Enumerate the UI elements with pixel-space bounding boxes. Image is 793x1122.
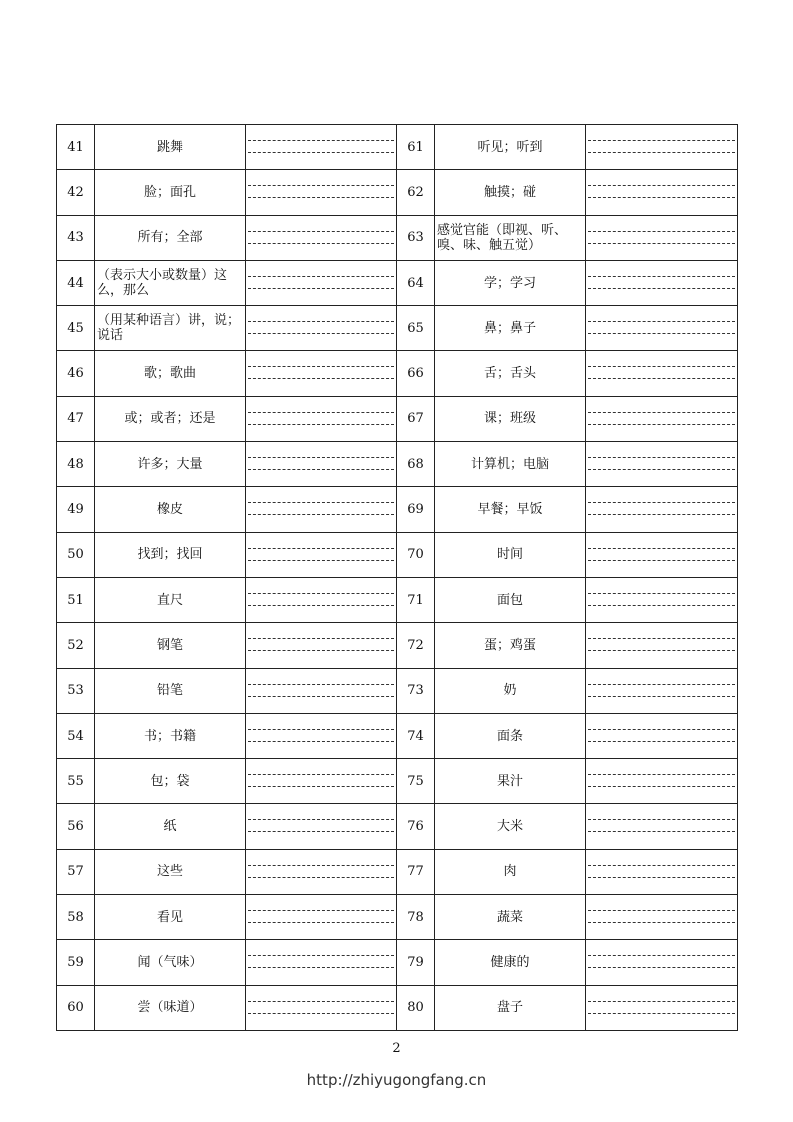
item-number: 73 [397, 668, 435, 713]
item-number: 77 [397, 849, 435, 894]
answer-line [248, 684, 394, 685]
answer-line [588, 185, 735, 186]
table-row [57, 351, 738, 396]
vocabulary-table-body [57, 125, 738, 1031]
item-number: 60 [57, 985, 95, 1030]
answer-line [248, 469, 394, 470]
table-row [57, 215, 738, 260]
answer-line [588, 321, 735, 322]
answer-blank[interactable] [246, 713, 397, 758]
answer-line [588, 650, 735, 651]
item-meaning: 这些 [95, 849, 246, 894]
item-number: 53 [57, 668, 95, 713]
answer-line [248, 696, 394, 697]
item-number: 55 [57, 759, 95, 804]
answer-blank[interactable] [586, 532, 738, 577]
answer-blank[interactable] [586, 170, 738, 215]
answer-line [588, 140, 735, 141]
table-row [57, 713, 738, 758]
answer-line [248, 650, 394, 651]
answer-line [588, 1001, 735, 1002]
answer-line [248, 955, 394, 956]
answer-blank[interactable] [246, 759, 397, 804]
item-meaning: 脸；面孔 [95, 170, 246, 215]
table-row [57, 125, 738, 170]
answer-line [588, 831, 735, 832]
answer-line [248, 412, 394, 413]
answer-blank[interactable] [246, 442, 397, 487]
answer-blank[interactable] [246, 895, 397, 940]
item-meaning: 蔬菜 [435, 895, 586, 940]
answer-blank[interactable] [246, 306, 397, 351]
table-row [57, 849, 738, 894]
item-number: 75 [397, 759, 435, 804]
answer-blank[interactable] [586, 895, 738, 940]
item-meaning: 肉 [435, 849, 586, 894]
answer-blank[interactable] [246, 623, 397, 668]
item-meaning: 蛋；鸡蛋 [435, 623, 586, 668]
item-meaning: 所有；全部 [95, 215, 246, 260]
answer-line [588, 514, 735, 515]
item-meaning: 尝（味道） [95, 985, 246, 1030]
answer-line [588, 729, 735, 730]
answer-blank[interactable] [246, 577, 397, 622]
item-number: 54 [57, 713, 95, 758]
answer-blank[interactable] [246, 170, 397, 215]
answer-line [588, 877, 735, 878]
table-row [57, 306, 738, 351]
vocabulary-table [56, 124, 738, 1031]
item-meaning: 盘子 [435, 985, 586, 1030]
item-meaning: 健康的 [435, 940, 586, 985]
answer-blank[interactable] [586, 396, 738, 441]
answer-blank[interactable] [586, 306, 738, 351]
answer-line [588, 366, 735, 367]
answer-blank[interactable] [586, 351, 738, 396]
answer-line [248, 140, 394, 141]
item-number: 50 [57, 532, 95, 577]
item-number: 71 [397, 577, 435, 622]
answer-blank[interactable] [246, 804, 397, 849]
answer-blank[interactable] [246, 668, 397, 713]
item-number: 41 [57, 125, 95, 170]
answer-line [248, 638, 394, 639]
answer-blank[interactable] [246, 849, 397, 894]
answer-line [588, 243, 735, 244]
answer-line [248, 152, 394, 153]
item-number: 68 [397, 442, 435, 487]
answer-line [588, 593, 735, 594]
answer-line [588, 967, 735, 968]
answer-line [248, 741, 394, 742]
answer-line [588, 502, 735, 503]
answer-line [248, 333, 394, 334]
answer-line [248, 819, 394, 820]
answer-blank[interactable] [586, 215, 738, 260]
item-meaning: 书；书籍 [95, 713, 246, 758]
item-meaning: 找到；找回 [95, 532, 246, 577]
answer-blank[interactable] [586, 985, 738, 1030]
item-number: 79 [397, 940, 435, 985]
answer-line [248, 548, 394, 549]
table-row [57, 260, 738, 305]
item-number: 57 [57, 849, 95, 894]
answer-line [588, 231, 735, 232]
item-meaning: 课；班级 [435, 396, 586, 441]
answer-line [248, 378, 394, 379]
answer-blank[interactable] [246, 125, 397, 170]
answer-line [248, 729, 394, 730]
answer-line [588, 1013, 735, 1014]
answer-line [248, 514, 394, 515]
item-number: 72 [397, 623, 435, 668]
answer-line [588, 955, 735, 956]
answer-line [248, 922, 394, 923]
answer-blank[interactable] [586, 713, 738, 758]
table-row [57, 396, 738, 441]
table-row [57, 532, 738, 577]
item-number: 64 [397, 260, 435, 305]
answer-line [588, 865, 735, 866]
item-meaning: 果汁 [435, 759, 586, 804]
item-number: 49 [57, 487, 95, 532]
answer-line [248, 910, 394, 911]
answer-blank[interactable] [586, 487, 738, 532]
item-number: 65 [397, 306, 435, 351]
answer-line [248, 288, 394, 289]
answer-line [248, 276, 394, 277]
answer-blank[interactable] [586, 577, 738, 622]
item-number: 70 [397, 532, 435, 577]
table-row [57, 577, 738, 622]
answer-line [248, 243, 394, 244]
item-meaning: 包；袋 [95, 759, 246, 804]
item-number: 66 [397, 351, 435, 396]
answer-line [588, 276, 735, 277]
item-number: 51 [57, 577, 95, 622]
item-meaning: 闻（气味） [95, 940, 246, 985]
item-number: 61 [397, 125, 435, 170]
answer-line [248, 877, 394, 878]
item-number: 45 [57, 306, 95, 351]
answer-blank[interactable] [586, 804, 738, 849]
answer-line [248, 502, 394, 503]
answer-blank[interactable] [586, 940, 738, 985]
item-number: 46 [57, 351, 95, 396]
answer-line [588, 774, 735, 775]
item-meaning: 大米 [435, 804, 586, 849]
answer-blank[interactable] [246, 215, 397, 260]
answer-line [588, 548, 735, 549]
answer-line [248, 593, 394, 594]
answer-line [248, 865, 394, 866]
table-row [57, 895, 738, 940]
item-number: 52 [57, 623, 95, 668]
answer-blank[interactable] [586, 668, 738, 713]
answer-line [248, 197, 394, 198]
footer-url: http://zhiyugongfang.cn [306, 1071, 487, 1089]
table-row [57, 170, 738, 215]
item-number: 43 [57, 215, 95, 260]
answer-line [588, 819, 735, 820]
item-number: 74 [397, 713, 435, 758]
answer-line [588, 922, 735, 923]
answer-line [248, 831, 394, 832]
answer-blank[interactable] [246, 260, 397, 305]
item-number: 56 [57, 804, 95, 849]
item-meaning: 钢笔 [95, 623, 246, 668]
answer-blank[interactable] [586, 759, 738, 804]
answer-blank[interactable] [586, 623, 738, 668]
item-meaning: 计算机；电脑 [435, 442, 586, 487]
answer-line [248, 774, 394, 775]
item-meaning: 早餐；早饭 [435, 487, 586, 532]
answer-line [588, 457, 735, 458]
answer-line [248, 1001, 394, 1002]
answer-line [588, 424, 735, 425]
page-number: 2 [392, 1041, 401, 1056]
item-meaning: 铅笔 [95, 668, 246, 713]
answer-blank[interactable] [586, 849, 738, 894]
answer-line [588, 378, 735, 379]
item-number: 76 [397, 804, 435, 849]
answer-line [248, 321, 394, 322]
answer-line [588, 560, 735, 561]
item-meaning: 鼻；鼻子 [435, 306, 586, 351]
item-meaning: 听见；听到 [435, 125, 586, 170]
item-meaning: 纸 [95, 804, 246, 849]
answer-blank[interactable] [246, 985, 397, 1030]
item-number: 59 [57, 940, 95, 985]
item-meaning: 或；或者；还是 [95, 396, 246, 441]
item-meaning: 舌；舌头 [435, 351, 586, 396]
table-row [57, 759, 738, 804]
answer-line [588, 288, 735, 289]
item-number: 47 [57, 396, 95, 441]
item-meaning: 跳舞 [95, 125, 246, 170]
answer-line [588, 786, 735, 787]
item-meaning: （用某种语言）讲，说；说话 [95, 306, 246, 351]
table-row [57, 940, 738, 985]
item-number: 63 [397, 215, 435, 260]
item-meaning: 许多；大量 [95, 442, 246, 487]
item-meaning: 触摸；碰 [435, 170, 586, 215]
answer-line [248, 786, 394, 787]
answer-blank[interactable] [586, 260, 738, 305]
answer-line [248, 185, 394, 186]
answer-line [588, 152, 735, 153]
answer-blank[interactable] [586, 442, 738, 487]
item-meaning: 看见 [95, 895, 246, 940]
item-number: 42 [57, 170, 95, 215]
answer-line [588, 469, 735, 470]
item-number: 80 [397, 985, 435, 1030]
answer-line [248, 1013, 394, 1014]
answer-line [248, 231, 394, 232]
item-meaning: 歌；歌曲 [95, 351, 246, 396]
answer-line [248, 457, 394, 458]
answer-line [588, 412, 735, 413]
item-number: 78 [397, 895, 435, 940]
answer-line [248, 967, 394, 968]
table-row [57, 487, 738, 532]
table-row [57, 804, 738, 849]
item-meaning: 学；学习 [435, 260, 586, 305]
answer-line [588, 638, 735, 639]
item-meaning: 时间 [435, 532, 586, 577]
answer-line [588, 197, 735, 198]
item-meaning: 直尺 [95, 577, 246, 622]
table-row [57, 442, 738, 487]
answer-line [248, 366, 394, 367]
item-number: 62 [397, 170, 435, 215]
table-row [57, 623, 738, 668]
answer-line [588, 910, 735, 911]
item-meaning: 面条 [435, 713, 586, 758]
answer-line [248, 424, 394, 425]
answer-blank[interactable] [246, 532, 397, 577]
answer-line [588, 333, 735, 334]
answer-blank[interactable] [246, 940, 397, 985]
item-meaning: 感觉官能（即视、听、嗅、味、触五觉） [435, 215, 586, 260]
item-meaning: 面包 [435, 577, 586, 622]
answer-line [248, 605, 394, 606]
answer-line [588, 741, 735, 742]
answer-blank[interactable] [586, 125, 738, 170]
item-number: 67 [397, 396, 435, 441]
item-number: 58 [57, 895, 95, 940]
table-row [57, 985, 738, 1030]
answer-blank[interactable] [246, 351, 397, 396]
table-row [57, 668, 738, 713]
item-meaning: （表示大小或数量）这么，那么 [95, 260, 246, 305]
answer-line [588, 605, 735, 606]
item-number: 48 [57, 442, 95, 487]
answer-blank[interactable] [246, 487, 397, 532]
item-meaning: 橡皮 [95, 487, 246, 532]
answer-line [588, 684, 735, 685]
answer-line [248, 560, 394, 561]
item-meaning: 奶 [435, 668, 586, 713]
item-number: 69 [397, 487, 435, 532]
answer-blank[interactable] [246, 396, 397, 441]
answer-line [588, 696, 735, 697]
item-number: 44 [57, 260, 95, 305]
